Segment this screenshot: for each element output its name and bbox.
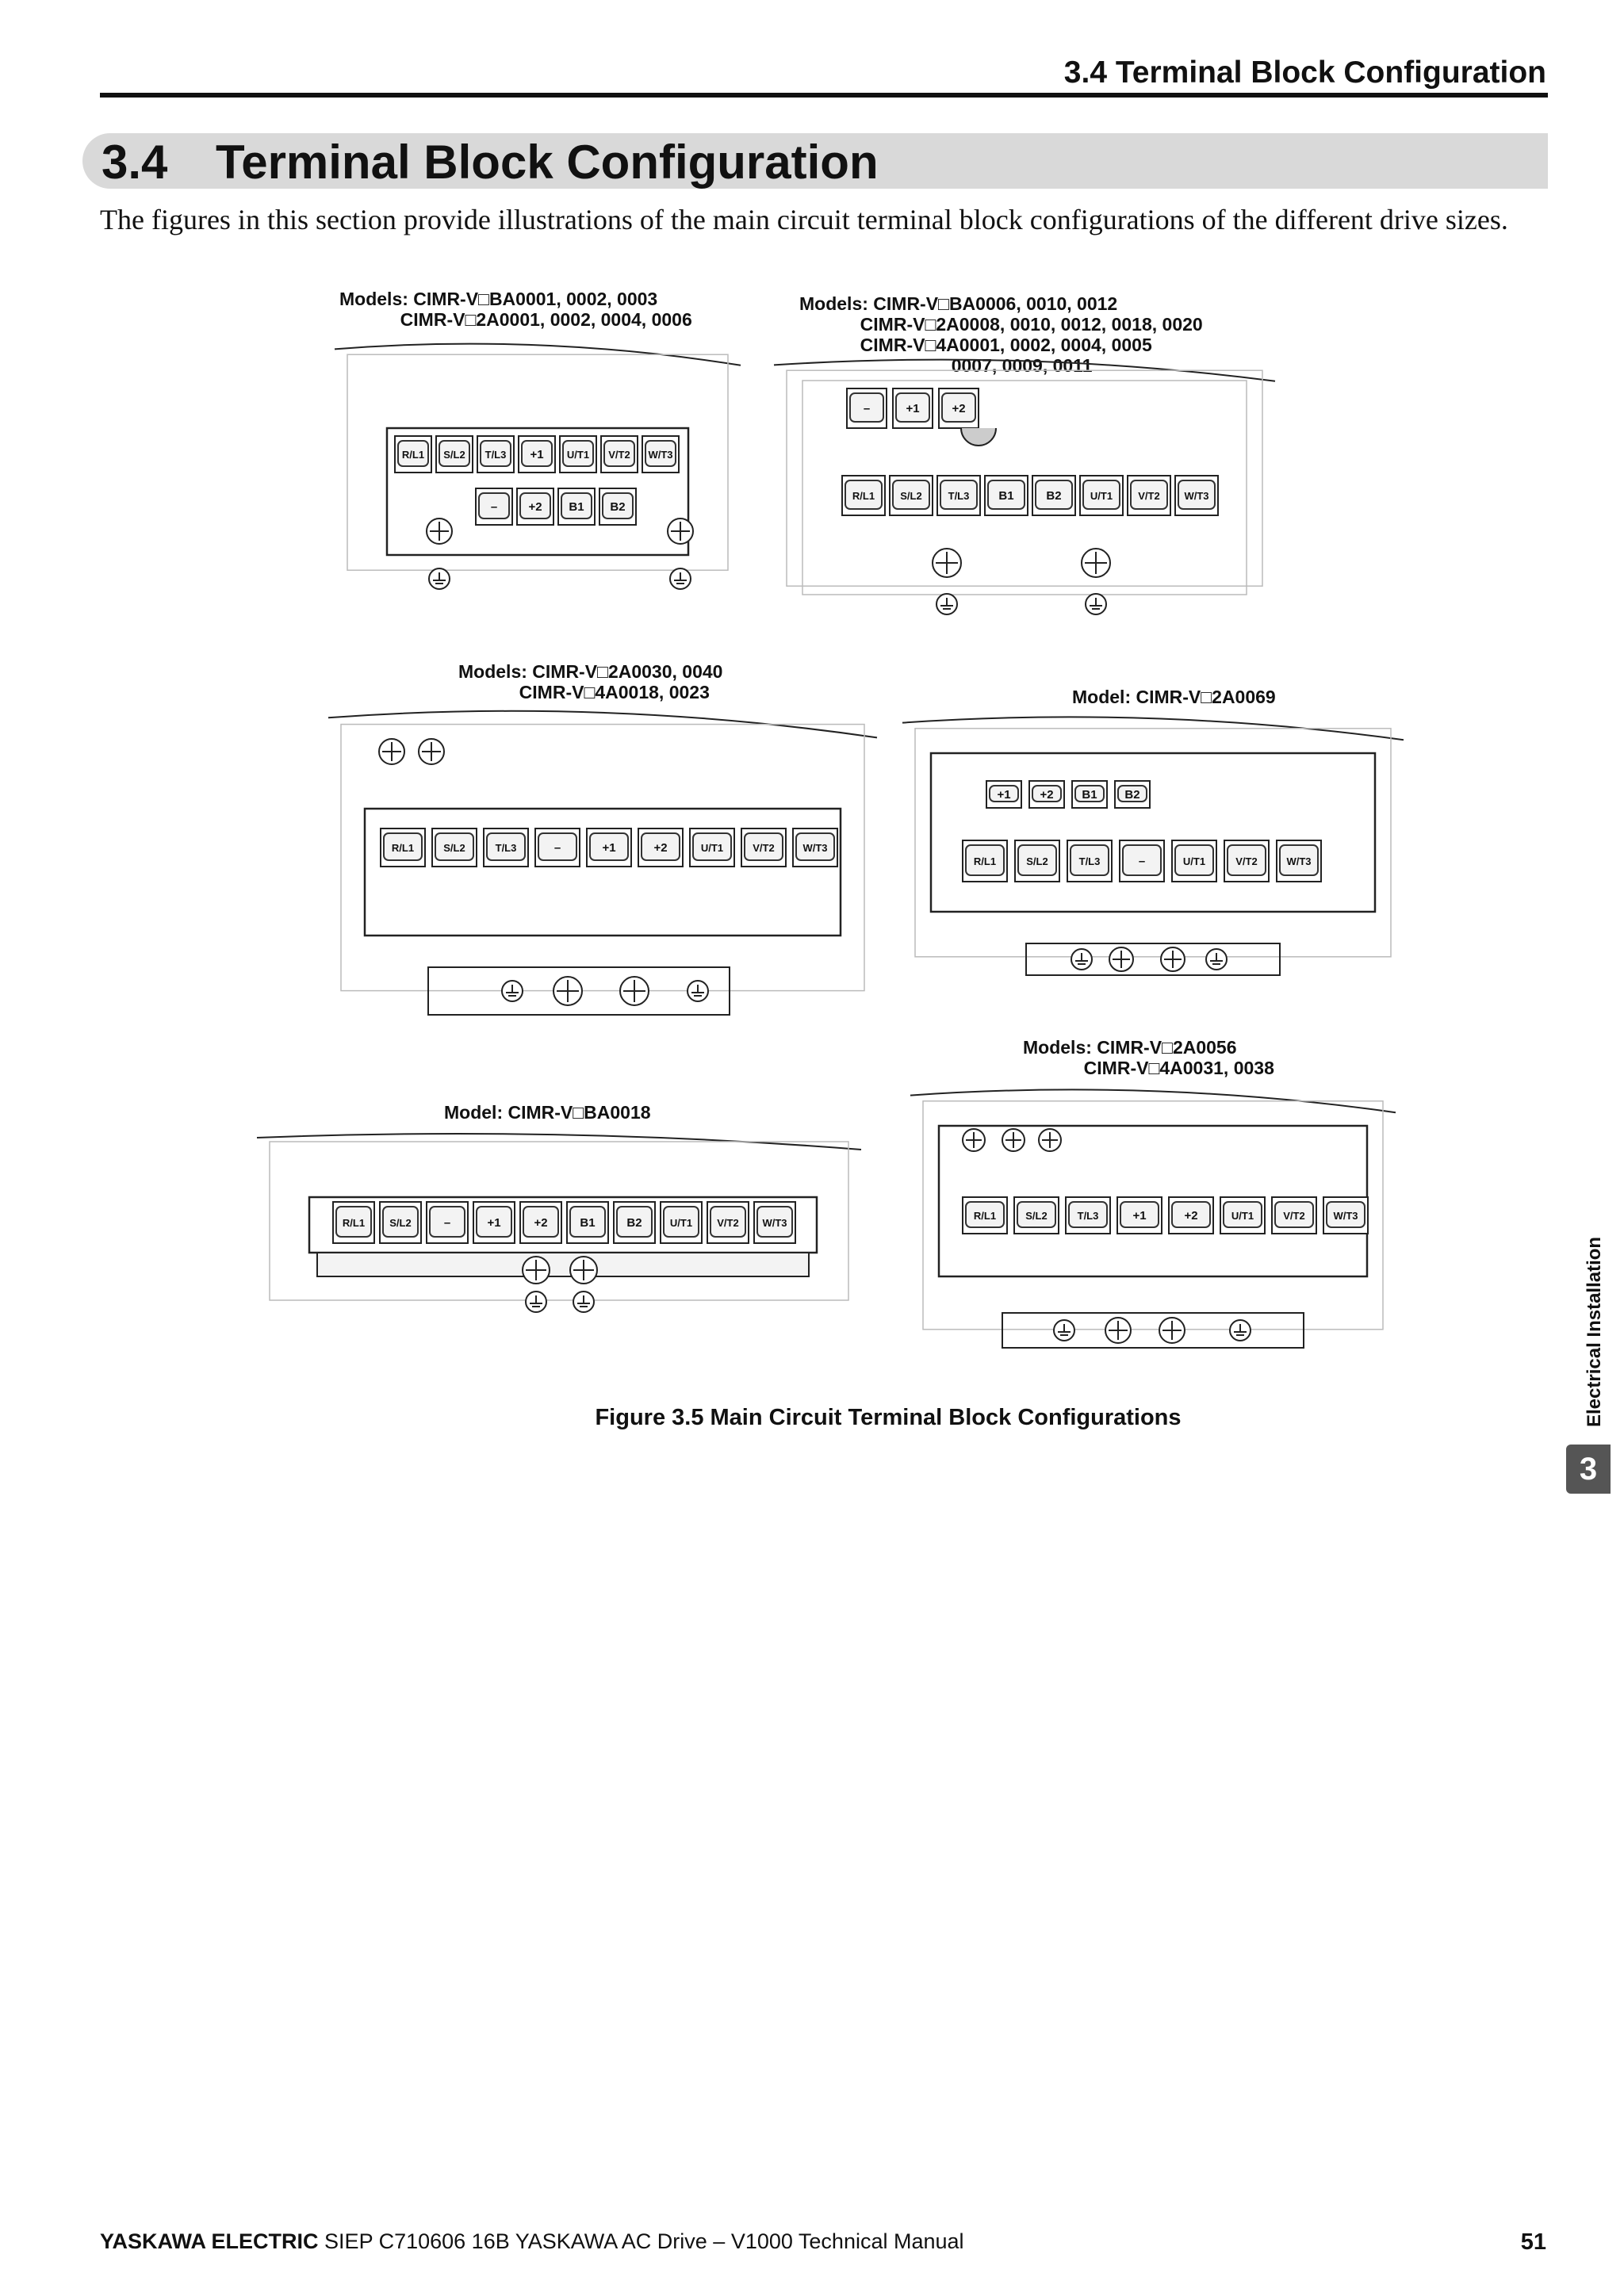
terminal-label: +2: [534, 1216, 548, 1230]
terminal-label: B2: [626, 1216, 642, 1230]
terminal-label: B1: [1082, 788, 1097, 802]
ground-icon: [670, 568, 691, 589]
ground-icon: [1071, 949, 1092, 970]
terminal-label: T/L3: [485, 449, 507, 461]
screw-icon: [523, 1257, 550, 1284]
screw-icon: [1002, 1129, 1025, 1151]
terminal-label: V/T2: [608, 449, 630, 461]
terminal-label: –: [490, 500, 498, 514]
terminal-label: U/T1: [1231, 1210, 1254, 1222]
screw-icon: [668, 519, 693, 544]
terminal-plus2: [1169, 1197, 1213, 1234]
terminal-plus2: [520, 1202, 561, 1243]
terminal-label: R/L1: [852, 490, 875, 502]
terminal-label: W/T3: [648, 449, 673, 461]
terminal-s-l2: [436, 436, 473, 473]
terminal-v-t2: [1224, 840, 1269, 882]
terminal-label: S/L2: [900, 490, 922, 502]
terminal-label: W/T3: [762, 1217, 787, 1229]
screw-icon: [933, 549, 961, 577]
terminal-label: B1: [580, 1216, 596, 1230]
terminal-label: +1: [906, 402, 920, 415]
terminal-plus1: [1117, 1197, 1162, 1234]
terminal-label: –: [553, 841, 561, 855]
terminal-v-t2: [707, 1202, 749, 1243]
screw-icon: [1082, 549, 1110, 577]
terminal-label: +2: [653, 841, 668, 855]
terminal-t-l3: [1067, 840, 1112, 882]
terminal-s-l2: [1014, 1197, 1059, 1234]
terminal-diagram-3: [325, 698, 880, 1031]
terminal-r-l1: [333, 1202, 374, 1243]
terminal-label: R/L1: [401, 449, 425, 461]
terminal-minus: [476, 488, 512, 525]
terminal-w-t3: [754, 1202, 795, 1243]
terminal-u-t1: [560, 436, 596, 473]
terminal-r-l1: [963, 1197, 1007, 1234]
terminal-plus2: [517, 488, 553, 525]
ground-icon: [1230, 1320, 1251, 1341]
terminal-label: +1: [487, 1216, 501, 1230]
terminal-s-l2: [432, 828, 477, 867]
terminal-u-t1: [1080, 476, 1123, 515]
terminal-u-t1: [1220, 1197, 1265, 1234]
page-number: 51: [1520, 2229, 1546, 2255]
ground-icon: [502, 981, 523, 1001]
terminal-b1: [558, 488, 595, 525]
section-title: Terminal Block Configuration: [216, 136, 879, 189]
terminal-diagram-5: [254, 1126, 864, 1324]
terminal-v-t2: [741, 828, 786, 867]
terminal-label: B2: [1124, 788, 1140, 802]
terminal-b2: [614, 1202, 655, 1243]
terminal-label: B2: [610, 500, 626, 514]
footer-text: [100, 2229, 964, 2254]
terminal-label: –: [443, 1216, 451, 1230]
terminal-v-t2: [1128, 476, 1170, 515]
terminal-label: T/L3: [1078, 855, 1101, 867]
terminal-label: R/L1: [391, 842, 415, 854]
terminal-label: W/T3: [1333, 1210, 1358, 1222]
terminal-u-t1: [1172, 840, 1216, 882]
models-label-1: Models: CIMR-V□BA0001, 0002, 0003 CIMR-V□2A0001, 0002, 0004, 0006: [339, 289, 692, 330]
terminal-v-t2: [1272, 1197, 1316, 1234]
terminal-label: W/T3: [802, 842, 828, 854]
terminal-t-l3: [1066, 1197, 1110, 1234]
screw-icon: [553, 977, 582, 1005]
screw-icon: [379, 739, 404, 764]
terminal-label: R/L1: [973, 855, 997, 867]
terminal-label: W/T3: [1184, 490, 1209, 502]
ground-icon: [1086, 594, 1106, 614]
terminal-plus1: [473, 1202, 515, 1243]
terminal-label: S/L2: [443, 449, 465, 461]
terminal-label: S/L2: [389, 1217, 412, 1229]
terminal-label: B2: [1046, 489, 1062, 503]
running-head: 3.4 Terminal Block Configuration: [1063, 55, 1546, 90]
terminal-diagram-2: [771, 349, 1278, 618]
terminal-label: T/L3: [1077, 1210, 1099, 1222]
section-number: 3.4: [102, 136, 168, 189]
terminal-label: +2: [1184, 1209, 1198, 1223]
terminal-u-t1: [661, 1202, 702, 1243]
terminal-label: S/L2: [443, 842, 465, 854]
terminal-minus: [847, 388, 887, 428]
terminal-label: +2: [1040, 788, 1054, 802]
terminal-w-t3: [793, 828, 837, 867]
chapter-tab: 3: [1566, 1445, 1611, 1494]
terminal-t-l3: [484, 828, 528, 867]
terminal-b2: [1032, 476, 1075, 515]
screw-icon: [427, 519, 452, 544]
terminal-s-l2: [1015, 840, 1059, 882]
terminal-v-t2: [601, 436, 638, 473]
terminal-label: V/T2: [1138, 490, 1160, 502]
terminal-u-t1: [690, 828, 734, 867]
terminal-b1: [567, 1202, 608, 1243]
terminal-label: +1: [997, 788, 1011, 802]
terminal-t-l3: [937, 476, 980, 515]
screw-icon: [1161, 947, 1185, 971]
terminal-plus1: [986, 781, 1021, 808]
terminal-label: +2: [952, 402, 966, 415]
terminal-label: R/L1: [342, 1217, 366, 1229]
terminal-label: U/T1: [669, 1217, 693, 1229]
screw-icon: [963, 1129, 985, 1151]
terminal-label: S/L2: [1025, 1210, 1048, 1222]
terminal-s-l2: [380, 1202, 421, 1243]
terminal-w-t3: [1323, 1197, 1368, 1234]
terminal-plus2: [638, 828, 683, 867]
screw-icon: [419, 739, 444, 764]
ground-icon: [573, 1292, 594, 1312]
terminal-r-l1: [381, 828, 425, 867]
figure-caption: Figure 3.5 Main Circuit Terminal Block Configurations: [595, 1405, 1182, 1430]
terminal-plus1: [893, 388, 933, 428]
ground-icon: [1054, 1320, 1074, 1341]
terminal-label: U/T1: [566, 449, 590, 461]
terminal-label: +1: [530, 448, 544, 461]
terminal-b2: [1115, 781, 1150, 808]
terminal-minus: [427, 1202, 468, 1243]
models-label-6: Models: CIMR-V□2A0056 CIMR-V□4A0031, 0038: [1023, 1037, 1274, 1078]
terminal-minus: [535, 828, 580, 867]
models-label-5: Model: CIMR-V□BA0018: [444, 1102, 651, 1123]
intro-paragraph: The figures in this section provide illustrations of the main circuit terminal block configurations of the different drive sizes.: [100, 204, 1508, 235]
terminal-plus2: [1029, 781, 1064, 808]
terminal-label: V/T2: [753, 842, 775, 854]
terminal-label: –: [1138, 855, 1146, 868]
header-rule: [100, 93, 1548, 98]
ground-icon: [429, 568, 450, 589]
screw-icon: [570, 1257, 597, 1284]
terminal-label: V/T2: [1283, 1210, 1305, 1222]
footer-doc: SIEP C710606 16B YASKAWA AC Drive – V1000 Technical Manual: [318, 2229, 964, 2253]
terminal-diagram-1: [331, 333, 744, 603]
terminal-label: U/T1: [1090, 490, 1113, 502]
side-tab-label: Electrical Installation: [1584, 1236, 1605, 1427]
ground-icon: [936, 594, 957, 614]
terminal-label: W/T3: [1286, 855, 1312, 867]
screw-icon: [1039, 1129, 1061, 1151]
terminal-w-t3: [642, 436, 679, 473]
terminal-b1: [985, 476, 1028, 515]
terminal-b1: [1072, 781, 1107, 808]
terminal-diagram-6: [907, 1078, 1399, 1364]
terminal-label: U/T1: [700, 842, 724, 854]
terminal-label: +2: [528, 500, 542, 514]
terminal-label: U/T1: [1182, 855, 1206, 867]
footer-brand: YASKAWA ELECTRIC: [100, 2229, 319, 2253]
terminal-plus1: [587, 828, 631, 867]
terminal-diagram-4: [899, 706, 1407, 991]
terminal-label: V/T2: [1235, 855, 1258, 867]
terminal-r-l1: [395, 436, 431, 473]
ground-icon: [526, 1292, 546, 1312]
terminal-label: S/L2: [1026, 855, 1048, 867]
terminal-label: V/T2: [717, 1217, 739, 1229]
terminal-minus: [1120, 840, 1164, 882]
models-label-4: Model: CIMR-V□2A0069: [1072, 687, 1276, 707]
ground-icon: [1206, 949, 1227, 970]
terminal-w-t3: [1277, 840, 1321, 882]
terminal-w-t3: [1175, 476, 1218, 515]
ground-icon: [688, 981, 708, 1001]
terminal-plus1: [519, 436, 555, 473]
terminal-s-l2: [890, 476, 933, 515]
terminal-plus2: [939, 388, 979, 428]
terminal-t-l3: [477, 436, 514, 473]
terminal-label: +1: [602, 841, 616, 855]
terminal-r-l1: [842, 476, 885, 515]
terminal-label: T/L3: [495, 842, 517, 854]
terminal-label: R/L1: [973, 1210, 997, 1222]
screw-icon: [620, 977, 649, 1005]
terminal-label: –: [863, 402, 871, 415]
screw-icon: [1159, 1318, 1185, 1343]
terminal-label: B1: [998, 489, 1014, 503]
terminal-label: B1: [569, 500, 584, 514]
models-label-2: Models: CIMR-V□BA0006, 0010, 0012 CIMR-V□2A0008, 0010, 0012, 0018, 0020 CIMR-V□4A0001, 0002, 0004, 0005 0007, 0009, 0011: [799, 293, 1203, 376]
models-label-3: Models: CIMR-V□2A0030, 0040 CIMR-V□4A0018, 0023: [458, 661, 723, 702]
terminal-b2: [599, 488, 636, 525]
terminal-label: T/L3: [948, 490, 970, 502]
terminal-label: +1: [1132, 1209, 1147, 1223]
screw-icon: [1109, 947, 1133, 971]
terminal-r-l1: [963, 840, 1007, 882]
screw-icon: [1105, 1318, 1131, 1343]
